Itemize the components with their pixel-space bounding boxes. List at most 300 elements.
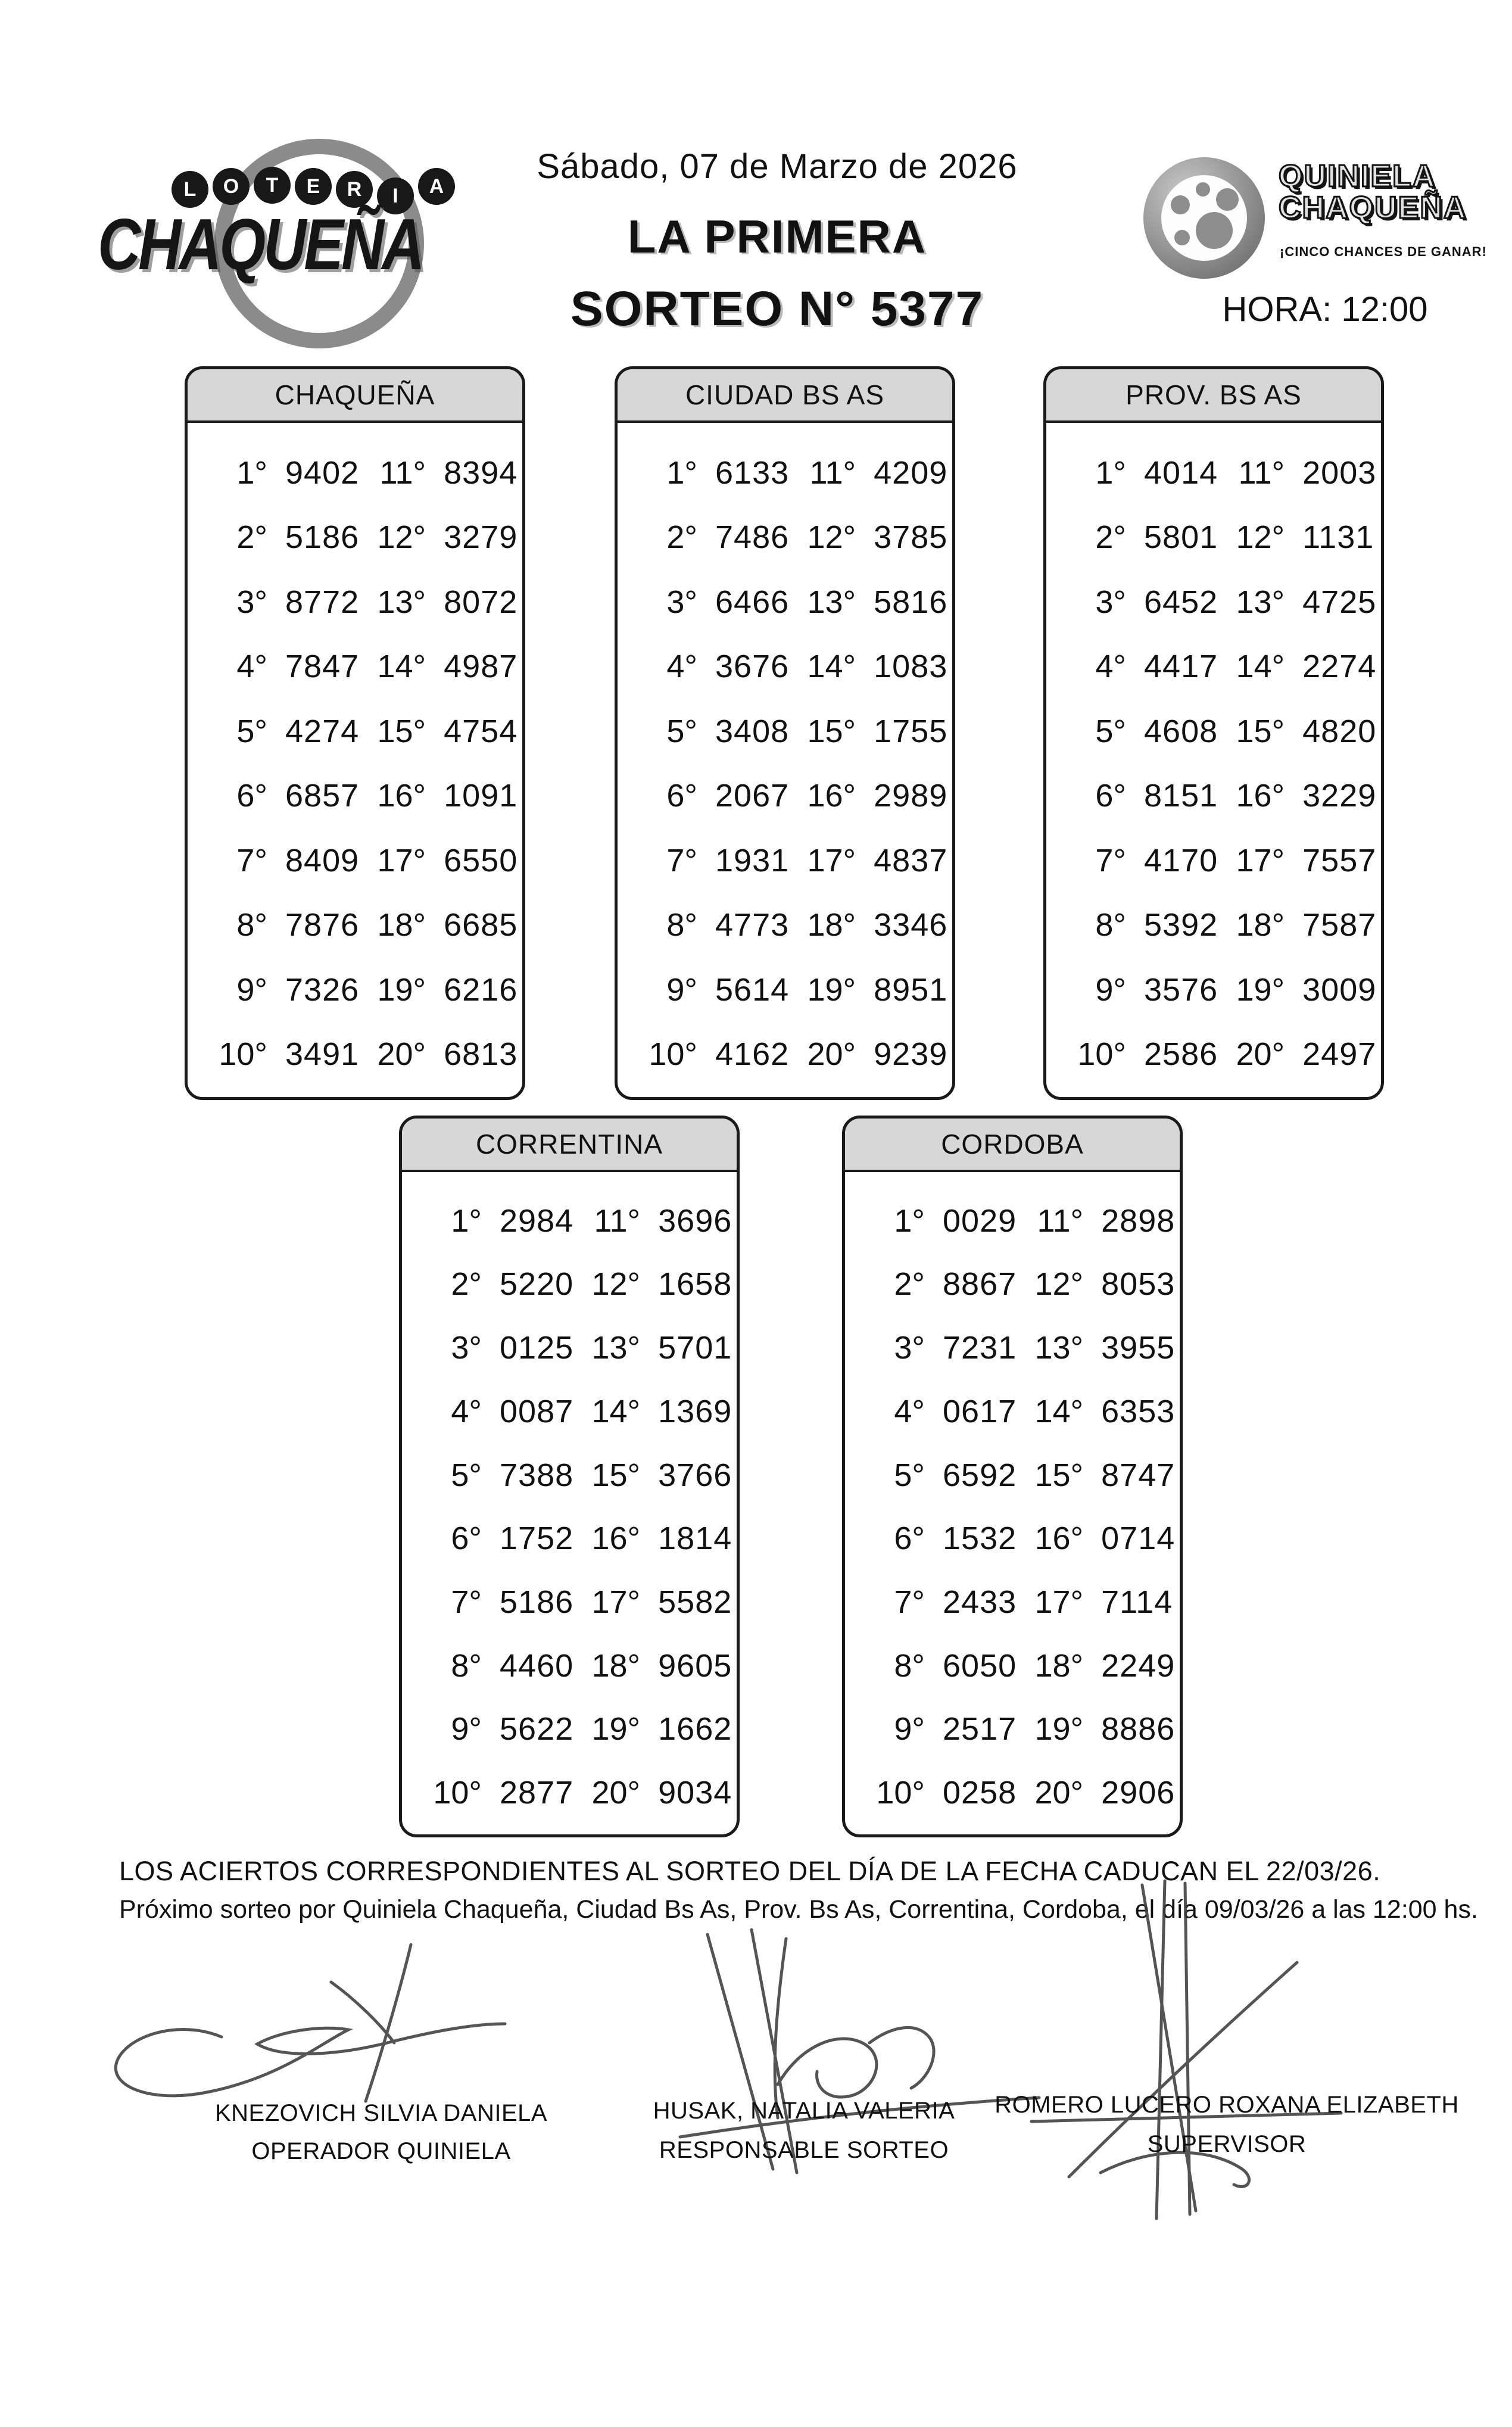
result-cell (359, 648, 517, 685)
winning-number: 2433 (943, 1584, 1017, 1621)
position-label: 16° (1236, 778, 1285, 814)
winning-number: 1369 (658, 1393, 732, 1429)
result-cell (359, 1036, 517, 1073)
result-cell (422, 1329, 573, 1366)
position-label: 4° (894, 1393, 925, 1429)
winning-number: 6216 (444, 971, 518, 1008)
result-cell (208, 713, 359, 750)
signature-3-scribble (1031, 1881, 1341, 2219)
position-label: 10° (433, 1775, 482, 1811)
result-cell (573, 1393, 732, 1430)
result-cell (789, 842, 947, 879)
winning-number: 2989 (874, 778, 948, 814)
table-title: CHAQUEÑA (188, 369, 522, 423)
result-cell (573, 1329, 732, 1366)
draw-date: Sábado, 07 de Marzo de 2026 (537, 147, 1018, 186)
position-label: 1° (451, 1202, 482, 1239)
table-row (188, 906, 522, 943)
result-cell (422, 1266, 573, 1303)
winning-number: 7231 (943, 1330, 1017, 1366)
table-row (845, 1584, 1180, 1621)
winning-number: 0029 (943, 1202, 1017, 1239)
table-title: PROV. BS AS (1046, 369, 1381, 423)
result-cell (422, 1393, 573, 1430)
position-label: 20° (1034, 1775, 1084, 1811)
position-label: 20° (807, 1036, 856, 1073)
position-label: 1° (1095, 454, 1126, 491)
winning-number: 3955 (1101, 1330, 1176, 1366)
results-table-cordoba (842, 1116, 1183, 1837)
winning-number: 1532 (943, 1521, 1017, 1557)
position-label: 5° (451, 1457, 482, 1493)
position-label: 5° (666, 713, 697, 749)
result-cell (789, 713, 947, 750)
result-cell (789, 1036, 947, 1073)
winning-number: 6550 (444, 842, 518, 878)
winning-number: 4837 (874, 842, 948, 878)
position-label: 12° (1236, 519, 1285, 556)
winning-number: 6353 (1101, 1393, 1176, 1429)
lottery-ball-letter: E (295, 168, 332, 205)
position-label: 10° (219, 1036, 267, 1073)
position-label: 16° (377, 778, 426, 814)
position-label: 17° (1034, 1584, 1084, 1621)
position-label: 19° (1236, 971, 1285, 1008)
position-label: 10° (876, 1775, 925, 1811)
position-label: 5° (894, 1457, 925, 1493)
result-cell (1017, 1647, 1175, 1684)
result-cell (1067, 519, 1218, 556)
loteria-chaquena-logo (98, 166, 459, 326)
position-label: 3° (666, 584, 697, 620)
position-label: 15° (1236, 713, 1285, 749)
position-label: 1° (894, 1202, 925, 1239)
winning-number: 2517 (943, 1711, 1017, 1747)
table-row (845, 1329, 1180, 1366)
position-label: 16° (591, 1521, 641, 1557)
winning-number: 9034 (658, 1775, 732, 1811)
winning-number: 6685 (444, 907, 518, 943)
result-cell (1218, 454, 1376, 491)
position-label: 18° (1236, 907, 1285, 943)
position-label: 13° (807, 584, 856, 620)
table-row (845, 1202, 1180, 1239)
position-label: 3° (451, 1330, 482, 1366)
result-cell (638, 1036, 789, 1073)
result-cell (865, 1647, 1017, 1684)
position-label: 19° (807, 971, 856, 1008)
winning-number: 5392 (1144, 907, 1218, 943)
position-label: 9° (236, 971, 267, 1008)
table-row (402, 1584, 737, 1621)
position-label: 14° (807, 649, 856, 685)
result-cell (359, 584, 517, 621)
winning-number: 4209 (874, 454, 948, 491)
results-table-prov-bs-as (1043, 366, 1384, 1100)
table-row (618, 454, 952, 491)
results-table-ciudad-bs-as (615, 366, 955, 1100)
result-cell (638, 519, 789, 556)
logo-right-line1: QUINIELA (1279, 159, 1436, 194)
position-label: 15° (1034, 1457, 1084, 1493)
table-row (188, 713, 522, 750)
result-cell (638, 454, 789, 491)
position-label: 3° (894, 1330, 925, 1366)
result-cell (789, 584, 947, 621)
winning-number: 4820 (1302, 713, 1377, 749)
position-label: 7° (451, 1584, 482, 1621)
signature-role-supervisor: SUPERVISOR (1147, 2131, 1307, 2157)
position-label: 5° (1095, 713, 1126, 749)
winning-number: 4274 (285, 713, 360, 749)
position-label: 2° (451, 1266, 482, 1303)
result-cell (638, 584, 789, 621)
result-cell (422, 1647, 573, 1684)
position-label: 6° (236, 778, 267, 814)
table-row (402, 1202, 737, 1239)
position-label: 16° (1034, 1521, 1084, 1557)
table-row (188, 777, 522, 814)
position-label: 11° (1238, 454, 1285, 491)
result-cell (638, 648, 789, 685)
result-cell (1218, 519, 1374, 556)
winning-number: 1131 (1302, 519, 1374, 556)
position-label: 6° (451, 1521, 482, 1557)
position-label: 2° (666, 519, 697, 556)
result-cell (1218, 1036, 1376, 1073)
winning-number: 5186 (285, 519, 360, 556)
table-row (618, 906, 952, 943)
winning-number: 4417 (1144, 649, 1218, 685)
winning-number: 9402 (285, 454, 360, 491)
position-label: 3° (236, 584, 267, 620)
winning-number: 3576 (1144, 971, 1218, 1008)
result-cell (1017, 1457, 1175, 1494)
paw-ring-icon (1143, 157, 1265, 279)
table-rows (618, 423, 952, 1100)
lottery-ball-letter: I (377, 177, 414, 214)
position-label: 4° (666, 649, 697, 685)
winning-number: 5220 (500, 1266, 574, 1303)
result-cell (359, 713, 517, 750)
result-cell (208, 648, 359, 685)
position-label: 8° (894, 1647, 925, 1684)
table-row (618, 648, 952, 685)
result-cell (208, 584, 359, 621)
winning-number: 6592 (943, 1457, 1017, 1493)
result-cell (208, 971, 359, 1008)
position-label: 19° (591, 1711, 641, 1747)
result-cell (1017, 1202, 1175, 1239)
winning-number: 2003 (1302, 454, 1377, 491)
result-cell (1218, 842, 1376, 879)
table-row (402, 1329, 737, 1366)
table-row (618, 584, 952, 621)
table-row (845, 1711, 1180, 1747)
winning-number: 4014 (1144, 454, 1218, 491)
position-label: 4° (451, 1393, 482, 1429)
position-label: 7° (666, 842, 697, 878)
position-label: 7° (894, 1584, 925, 1621)
position-label: 19° (377, 971, 426, 1008)
position-label: 2° (1095, 519, 1126, 556)
winning-number: 5816 (874, 584, 948, 620)
result-cell (1067, 1036, 1218, 1073)
table-row (845, 1266, 1180, 1303)
result-cell (573, 1266, 732, 1303)
winning-number: 8053 (1101, 1266, 1176, 1303)
table-row (1046, 777, 1381, 814)
table-rows (845, 1172, 1180, 1837)
table-row (188, 454, 522, 491)
result-cell (1067, 971, 1218, 1008)
winning-number: 9605 (658, 1647, 732, 1684)
winning-number: 3766 (658, 1457, 732, 1493)
table-row (845, 1520, 1180, 1557)
table-row (402, 1774, 737, 1811)
position-label: 8° (1095, 907, 1126, 943)
result-cell (638, 971, 789, 1008)
position-label: 6° (666, 778, 697, 814)
result-cell (865, 1266, 1017, 1303)
winning-number: 7847 (285, 649, 360, 685)
winning-number: 1814 (658, 1521, 732, 1557)
table-row (1046, 906, 1381, 943)
winning-number: 2067 (715, 778, 790, 814)
winning-number: 8072 (444, 584, 518, 620)
result-cell (573, 1647, 732, 1684)
winning-number: 6857 (285, 778, 360, 814)
position-label: 9° (451, 1711, 482, 1747)
result-cell (1017, 1711, 1175, 1747)
winning-number: 0617 (943, 1393, 1017, 1429)
position-label: 20° (377, 1036, 426, 1073)
logo-left-wordmark: CHAQUEÑA (98, 204, 423, 285)
position-label: 13° (591, 1330, 641, 1366)
position-label: 12° (377, 519, 426, 556)
winning-number: 2274 (1302, 649, 1377, 685)
winning-number: 3279 (444, 519, 518, 556)
position-label: 14° (377, 649, 426, 685)
result-cell (208, 519, 359, 556)
position-label: 5° (236, 713, 267, 749)
result-cell (422, 1774, 573, 1811)
result-cell (573, 1202, 732, 1239)
result-cell (422, 1584, 573, 1621)
winning-number: 4608 (1144, 713, 1218, 749)
lottery-ball-letter: R (336, 171, 373, 208)
result-cell (573, 1711, 732, 1747)
winning-number: 6466 (715, 584, 790, 620)
result-cell (789, 777, 947, 814)
result-cell (422, 1457, 573, 1494)
table-row (402, 1520, 737, 1557)
table-row (845, 1457, 1180, 1494)
result-cell (359, 906, 517, 943)
position-label: 8° (451, 1647, 482, 1684)
position-label: 14° (591, 1393, 641, 1429)
position-label: 13° (1236, 584, 1285, 620)
table-row (845, 1393, 1180, 1430)
result-cell (1067, 648, 1218, 685)
table-row (402, 1647, 737, 1684)
result-cell (638, 777, 789, 814)
table-row (402, 1457, 737, 1494)
winning-number: 7326 (285, 971, 360, 1008)
table-row (188, 648, 522, 685)
result-cell (208, 777, 359, 814)
table-row (845, 1647, 1180, 1684)
result-cell (1017, 1393, 1175, 1430)
winning-number: 5622 (500, 1711, 574, 1747)
winning-number: 6133 (715, 454, 790, 491)
winning-number: 5186 (500, 1584, 574, 1621)
result-cell (1067, 454, 1218, 491)
logo-right-wordmark (1279, 161, 1467, 224)
position-label: 10° (649, 1036, 697, 1073)
table-row (618, 971, 952, 1008)
position-label: 20° (591, 1775, 641, 1811)
winning-number: 2984 (500, 1202, 574, 1239)
result-cell (208, 842, 359, 879)
position-label: 7° (236, 842, 267, 878)
winning-number: 5801 (1144, 519, 1218, 556)
winning-number: 5582 (658, 1584, 732, 1621)
position-label: 17° (807, 842, 856, 878)
position-label: 16° (807, 778, 856, 814)
logo-right-line2: CHAQUEÑA (1279, 191, 1467, 226)
result-cell (865, 1202, 1017, 1239)
position-label: 15° (807, 713, 856, 749)
position-label: 2° (894, 1266, 925, 1303)
result-cell (789, 906, 947, 943)
table-row (618, 1036, 952, 1073)
result-cell (865, 1329, 1017, 1366)
result-cell (789, 454, 947, 491)
results-table-chaquena (185, 366, 525, 1100)
winning-number: 8951 (874, 971, 948, 1008)
result-cell (865, 1774, 1017, 1811)
position-label: 17° (1236, 842, 1285, 878)
result-cell (208, 1036, 359, 1073)
winning-number: 6452 (1144, 584, 1218, 620)
position-label: 1° (666, 454, 697, 491)
table-row (618, 519, 952, 556)
table-row (1046, 842, 1381, 879)
position-label: 17° (591, 1584, 641, 1621)
winning-number: 8772 (285, 584, 360, 620)
table-title: CORRENTINA (402, 1119, 737, 1172)
table-row (1046, 971, 1381, 1008)
table-row (618, 713, 952, 750)
winning-number: 4170 (1144, 842, 1218, 878)
winning-number: 4162 (715, 1036, 790, 1073)
winning-number: 5614 (715, 971, 790, 1008)
winning-number: 7486 (715, 519, 790, 556)
winning-number: 5701 (658, 1330, 732, 1366)
result-cell (789, 519, 947, 556)
winning-number: 3491 (285, 1036, 360, 1073)
result-cell (1017, 1329, 1175, 1366)
winning-number: 3229 (1302, 778, 1377, 814)
position-label: 9° (666, 971, 697, 1008)
position-label: 8° (666, 907, 697, 943)
table-row (188, 971, 522, 1008)
winning-number: 7876 (285, 907, 360, 943)
result-cell (1017, 1520, 1175, 1557)
position-label: 7° (1095, 842, 1126, 878)
winning-number: 8394 (444, 454, 518, 491)
result-cell (422, 1202, 573, 1239)
result-cell (638, 906, 789, 943)
table-row (188, 519, 522, 556)
table-title: CORDOBA (845, 1119, 1180, 1172)
winning-number: 7388 (500, 1457, 574, 1493)
position-label: 14° (1034, 1393, 1084, 1429)
table-row (1046, 584, 1381, 621)
position-label: 10° (1077, 1036, 1126, 1073)
position-label: 6° (894, 1521, 925, 1557)
position-label: 12° (807, 519, 856, 556)
table-row (1046, 454, 1381, 491)
result-cell (1067, 906, 1218, 943)
winning-number: 9239 (874, 1036, 948, 1073)
position-label: 9° (1095, 971, 1126, 1008)
draw-time: HORA: 12:00 (1222, 290, 1428, 329)
result-cell (865, 1584, 1017, 1621)
result-cell (1218, 971, 1376, 1008)
position-label: 12° (1034, 1266, 1084, 1303)
winning-number: 2586 (1144, 1036, 1218, 1073)
winning-number: 2898 (1101, 1202, 1176, 1239)
position-label: 9° (894, 1711, 925, 1747)
result-cell (865, 1457, 1017, 1494)
signature-name-operator: KNEZOVICH SILVIA DANIELA (214, 2100, 548, 2126)
position-label: 3° (1095, 584, 1126, 620)
position-label: 6° (1095, 778, 1126, 814)
result-cell (1218, 906, 1376, 943)
winning-number: 3408 (715, 713, 790, 749)
result-cell (865, 1711, 1017, 1747)
position-label: 19° (1034, 1711, 1084, 1747)
table-rows (188, 423, 522, 1100)
result-cell (1067, 777, 1218, 814)
signature-name-supervisor: ROMERO LUCERO ROXANA ELIZABETH (995, 2092, 1459, 2118)
position-label: 18° (377, 907, 426, 943)
table-row (1046, 713, 1381, 750)
table-title: CIUDAD BS AS (618, 369, 952, 423)
result-cell (638, 713, 789, 750)
signature-role-operator: OPERADOR QUINIELA (251, 2138, 511, 2164)
table-rows (1046, 423, 1381, 1100)
position-label: 15° (591, 1457, 641, 1493)
winning-number: 1091 (444, 778, 518, 814)
lottery-balls-icon (172, 168, 455, 205)
winning-number: 0714 (1101, 1521, 1176, 1557)
result-cell (1017, 1584, 1173, 1621)
position-label: 13° (1034, 1330, 1084, 1366)
position-label: 18° (1034, 1647, 1084, 1684)
position-label: 11° (1037, 1202, 1084, 1239)
winning-number: 7557 (1302, 842, 1377, 878)
result-cell (1067, 713, 1218, 750)
result-cell (1218, 713, 1376, 750)
position-label: 14° (1236, 649, 1285, 685)
position-label: 13° (377, 584, 426, 620)
result-cell (1067, 842, 1218, 879)
table-rows (402, 1172, 737, 1837)
winning-number: 3009 (1302, 971, 1377, 1008)
